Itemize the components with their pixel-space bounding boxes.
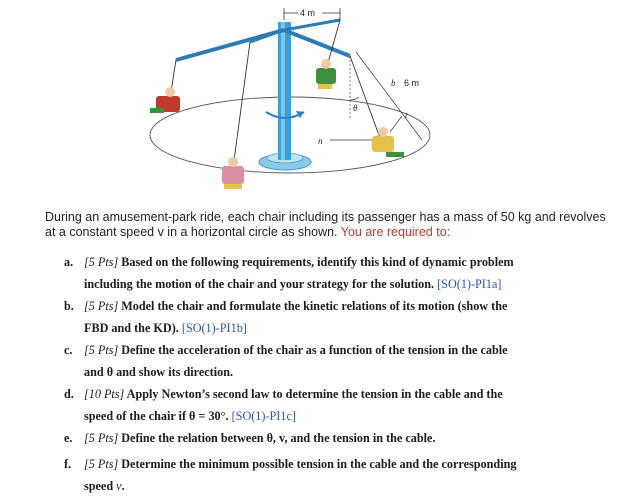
question-text-cont: including the motion of the chair and your strategy for the solution. <box>84 277 435 291</box>
question-text: Determine the minimum possible tension in the cable and the corresponding <box>121 457 517 471</box>
theta-label: θ <box>353 103 358 113</box>
intro-text: During an amusement-park ride, each chair including its passenger has a mass of 50 kg and revolves at a constant speed v in a horizontal circle as shown. <box>45 210 606 239</box>
question-text-cont: FBD and the KD). <box>84 321 179 335</box>
rider-back <box>316 59 336 89</box>
question-points: [5 Pts] <box>84 343 119 357</box>
dim-label-side: 6 m <box>404 78 420 88</box>
question-points: [5 Pts] <box>84 431 119 445</box>
theta-arc <box>350 97 359 100</box>
question-label: d. <box>64 387 74 401</box>
question-label: b. <box>64 299 74 313</box>
question-points: [5 Pts] <box>84 299 119 313</box>
outcome-tag: [SO(1)-PI1c] <box>231 409 296 423</box>
question-text-cont: speed <box>84 479 114 493</box>
question-points: [5 Pts] <box>84 457 119 471</box>
question-label: c. <box>64 343 73 357</box>
rider-front <box>222 157 244 189</box>
outcome-tag: [SO(1)-PI1a] <box>437 277 502 291</box>
question-text-end: . <box>121 479 125 493</box>
problem-statement <box>45 210 615 240</box>
n-label: n <box>318 136 323 146</box>
dim-line-side <box>356 52 422 140</box>
question-points: [5 Pts] <box>84 255 119 269</box>
question-label: e. <box>64 431 73 445</box>
t-axis <box>390 116 402 132</box>
rider-right <box>372 127 404 157</box>
cable-front <box>233 42 250 168</box>
question-label: a. <box>64 255 74 269</box>
dim-label-top: 4 m <box>300 8 316 18</box>
arm-right <box>284 30 350 56</box>
rider-left <box>150 87 180 113</box>
question-text: Define the acceleration of the chair as a function of the tension in the cable <box>121 343 508 357</box>
b-label: b <box>391 78 396 88</box>
swing-ride-figure <box>140 0 470 200</box>
question-text: Based on the following requirements, identify this kind of dynamic problem <box>121 255 514 269</box>
question-text-cont: speed of the chair if θ = 30°. <box>84 409 229 423</box>
question-points: [10 Pts] <box>84 387 125 401</box>
required-text: You are required to: <box>340 225 451 239</box>
question-text: Apply Newton’s second law to determine the tension in the cable and the <box>126 387 503 401</box>
arm-back <box>284 20 340 30</box>
outcome-tag: [SO(1)-PI1b] <box>181 321 247 335</box>
cable-right <box>350 56 380 138</box>
t-label: t <box>405 110 408 120</box>
question-text-cont: and θ and show its direction. <box>84 365 234 379</box>
question-text: Define the relation between θ, v, and the tension in the cable. <box>121 431 436 445</box>
question-label: f. <box>64 457 72 471</box>
question-text: Model the chair and formulate the kinetic relations of its motion (show the <box>121 299 508 313</box>
pole-highlight <box>281 22 285 160</box>
speed-symbol: v <box>116 479 122 493</box>
